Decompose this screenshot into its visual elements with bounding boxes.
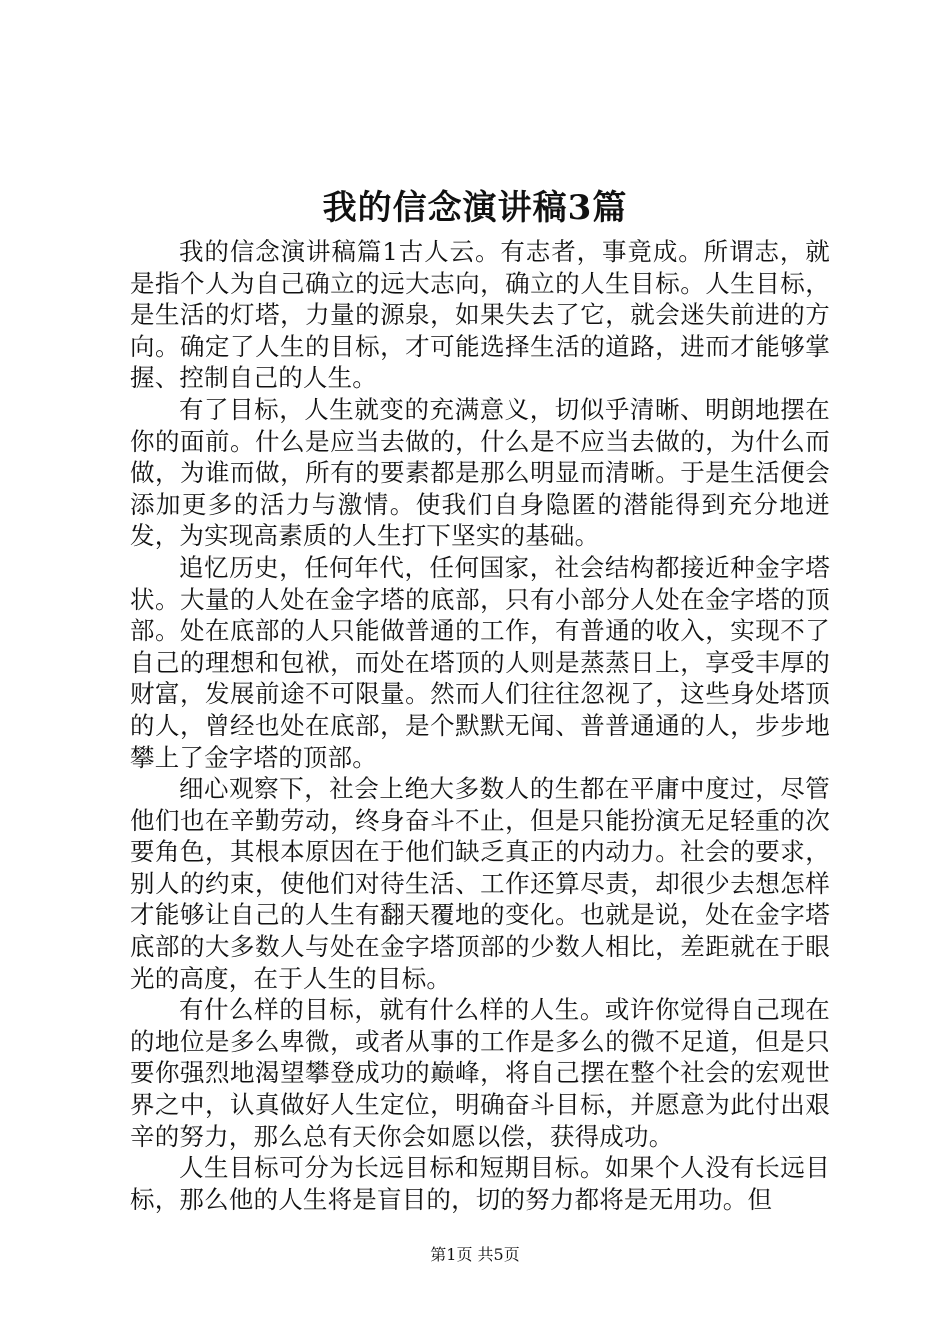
document-title: 我的信念演讲稿3篇 bbox=[322, 188, 628, 228]
paragraph: 人生目标可分为长远目标和短期目标。如果个人没有长远目标，那么他的人生将是盲目的，切的努力都将是无用功。但 bbox=[130, 1153, 830, 1214]
paragraph: 有什么样的目标，就有什么样的人生。或许你觉得自己现在的地位是多么卑微，或者从事的工作是多么的微不足道，但是只要你强烈地渴望攀登成功的巅峰，将自己摆在整个社会的宏观世界之中，认真做好人生定位，明确奋斗目标，并愿意为此付出艰辛的努力，那么总有天你会如愿以偿，获得成功。 bbox=[130, 995, 830, 1151]
paragraph: 追忆历史，任何年代，任何国家，社会结构都接近种金字塔状。大量的人处在金字塔的底部，只有小部分人处在金字塔的顶部。处在底部的人只能做普通的工作，有普通的收入，实现不了自己的理想和包袱，而处在塔顶的人则是蒸蒸日上，享受丰厚的财富，发展前途不可限量。然而人们往往忽视了，这些身处塔顶的人，曾经也处在底部，是个默默无闻、普普通通的人，步步地攀上了金字塔的顶部。 bbox=[130, 552, 830, 772]
page-number-label: 第1页 共5页 bbox=[430, 1245, 520, 1264]
paragraph: 细心观察下，社会上绝大多数人的生都在平庸中度过，尽管他们也在辛勤劳动，终身奋斗不止，但是只能扮演无足轻重的次要角色，其根本原因在于他们缺乏真正的内动力。社会的要求，别人的约束，使他们对待生活、工作还算尽责，却很少去想怎样才能够让自己的人生有翻天覆地的变化。也就是说，处在金字塔底部的大多数人与处在金字塔顶部的少数人相比，差距就在于眼光的高度，在于人生的目标。 bbox=[130, 774, 830, 993]
paragraph: 我的信念演讲稿篇1古人云。有志者，事竟成。所谓志，就是指个人为自己确立的远大志向，确立的人生目标。人生目标，是生活的灯塔，力量的源泉，如果失去了它，就会迷失前进的方向。确定了人生的目标，才可能选择生活的道路，进而才能够掌握、控制自己的人生。 bbox=[130, 237, 830, 393]
document-body bbox=[130, 236, 830, 1215]
paragraph: 有了目标，人生就变的充满意义，切似乎清晰、明朗地摆在你的面前。什么是应当去做的，什么是不应当去做的，为什么而做，为谁而做，所有的要素都是那么明显而清晰。于是生活便会添加更多的活力与激情。使我们自身隐匿的潜能得到充分地迸发，为实现高素质的人生打下坚实的基础。 bbox=[130, 394, 830, 551]
page-footer bbox=[0, 1244, 950, 1266]
